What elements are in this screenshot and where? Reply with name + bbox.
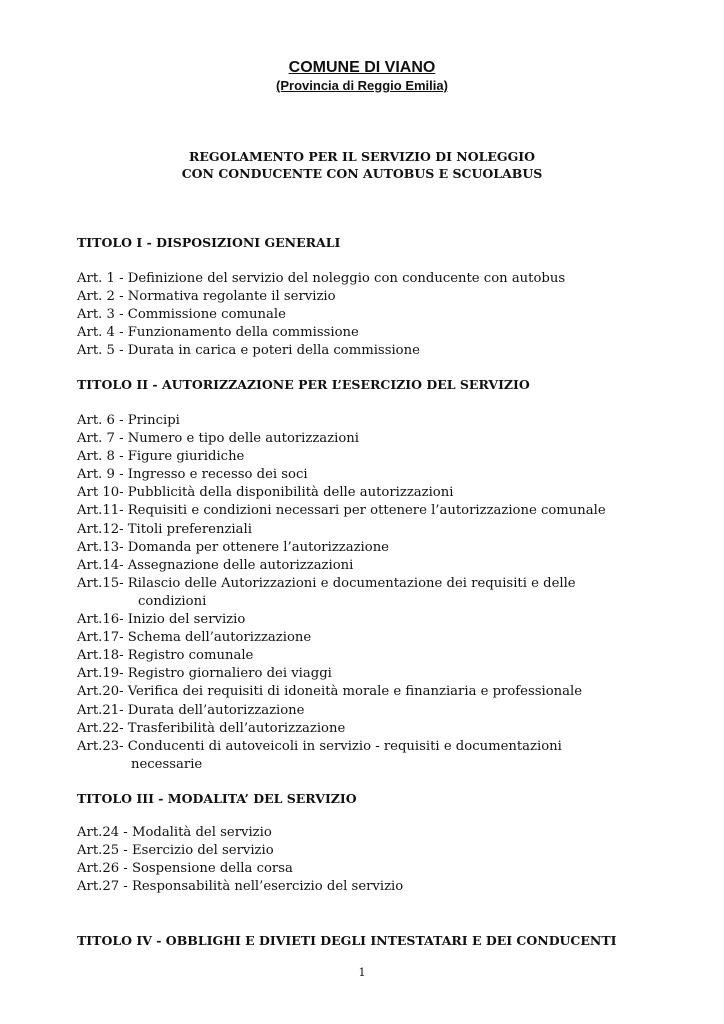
- titolo4-heading-block: [77, 932, 677, 950]
- article-line: Art.16- Inizio del servizio: [77, 612, 246, 628]
- regulation-title-line1: REGOLAMENTO PER IL SERVIZIO DI NOLEGGIO: [189, 149, 535, 164]
- titolo2-heading-block: [77, 376, 677, 394]
- titolo4-heading: TITOLO IV - OBBLIGHI E DIVIETI DEGLI INTESTATARI E DEI CONDUCENTI: [77, 933, 617, 948]
- article-line: Art.20- Verifica dei requisiti di idoneità morale e finanziaria e professionale: [77, 684, 583, 700]
- document-header: [0, 58, 724, 94]
- article-line: Art. 8 - Figure giuridiche: [77, 449, 245, 465]
- titolo3-articles: [77, 824, 677, 896]
- titolo1-articles: [77, 270, 677, 360]
- titolo3-heading: TITOLO III - MODALITA’ DEL SERVIZIO: [77, 791, 357, 806]
- titolo1-heading: TITOLO I - DISPOSIZIONI GENERALI: [77, 235, 341, 250]
- article-line: Art. 3 - Commissione comunale: [77, 307, 286, 323]
- comune-name: COMUNE DI VIANO: [288, 59, 436, 76]
- article-line: Art.22- Trasferibilità dell’autorizzazione: [77, 720, 346, 736]
- article-line: Art.25 - Esercizio del servizio: [77, 843, 274, 859]
- article-line: Art.12- Titoli preferenziali: [77, 521, 252, 537]
- article-line: Art.15- Rilascio delle Autorizzazioni e documentazione dei requisiti e delle: [77, 575, 576, 591]
- article-line: Art.23- Conducenti di autoveicoli in servizio - requisiti e documentazioni: [77, 738, 562, 754]
- regulation-title-line2: CON CONDUCENTE CON AUTOBUS E SCUOLABUS: [181, 166, 543, 181]
- regulation-title: [0, 148, 724, 182]
- article-line: Art.19- Registro giornaliero dei viaggi: [77, 666, 332, 682]
- article-line: Art. 2 - Normativa regolante il servizio: [77, 289, 336, 305]
- article-line: Art. 1 - Definizione del servizio del noleggio con conducente con autobus: [77, 271, 566, 286]
- article-line: Art.13- Domanda per ottenere l’autorizzazione: [77, 539, 389, 555]
- article-line-continuation: condizioni: [138, 593, 207, 609]
- article-line: Art. 9 - Ingresso e recesso dei soci: [77, 467, 308, 483]
- article-line: Art. 6 - Principi: [77, 413, 180, 428]
- article-line: Art.17- Schema dell’autorizzazione: [77, 630, 312, 646]
- provincia-name: (Provincia di Reggio Emilia): [276, 78, 448, 93]
- titolo1-heading-block: [77, 234, 677, 252]
- article-line: Art.27 - Responsabilità nell’esercizio del servizio: [77, 879, 404, 895]
- article-line: Art.11- Requisiti e condizioni necessari per ottenere l’autorizzazione comunale: [77, 503, 606, 519]
- article-line: Art.26 - Sospensione della corsa: [77, 861, 293, 877]
- article-line: Art.18- Registro comunale: [77, 648, 254, 664]
- article-line: Art 10- Pubblicità della disponibilità delle autorizzazioni: [77, 485, 454, 501]
- article-line: Art.21- Durata dell’autorizzazione: [77, 702, 305, 718]
- article-line: Art. 4 - Funzionamento della commissione: [77, 325, 359, 341]
- article-line: Art. 5 - Durata in carica e poteri della commissione: [77, 343, 420, 359]
- article-line: Art. 7 - Numero e tipo delle autorizzazioni: [77, 431, 359, 447]
- article-line-continuation: necessarie: [131, 756, 203, 772]
- titolo2-articles: [77, 412, 677, 774]
- article-line: Art.14- Assegnazione delle autorizzazioni: [77, 557, 354, 573]
- titolo3-heading-block: [77, 790, 677, 808]
- article-line: Art.24 - Modalità del servizio: [77, 825, 272, 840]
- titolo2-heading: TITOLO II - AUTORIZZAZIONE PER L’ESERCIZIO DEL SERVIZIO: [77, 377, 530, 392]
- page-number: 1: [358, 966, 366, 979]
